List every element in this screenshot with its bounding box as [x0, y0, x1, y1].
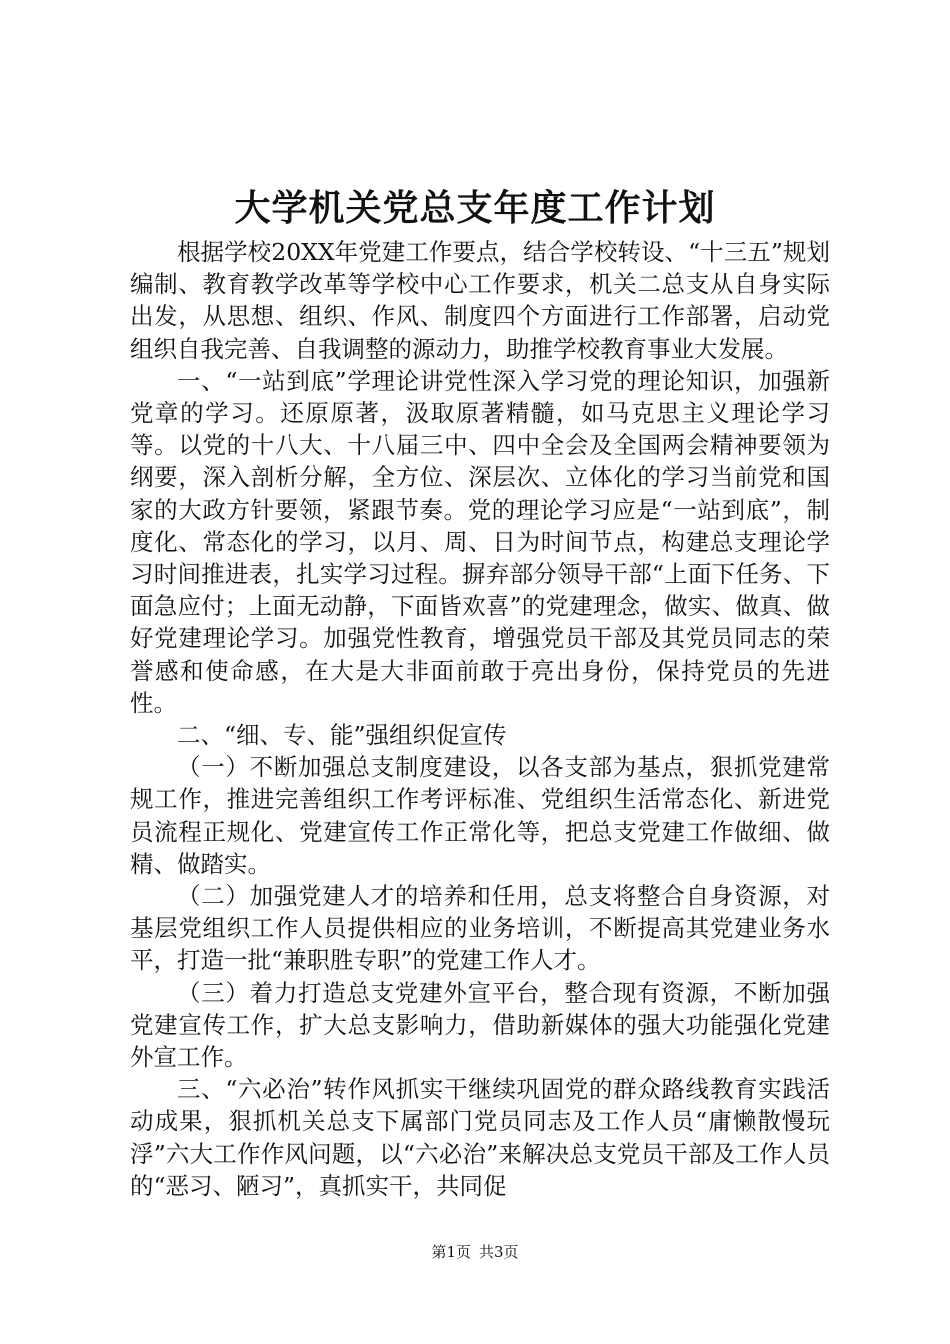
paragraph-section-3: 三、“六必治”转作风抓实干继续巩固党的群众路线教育实践活动成果，狠抓机关总支下属部门党员同志及工作人员“庸懒散慢玩浮”六大工作作风问题，以“六必治”来解决总支党员干部及工作人员的“恶习、陋习”，真抓实干，共同促 — [130, 1075, 830, 1200]
paragraph-section-1: 一、“一站到底”学理论讲党性深入学习党的理论知识，加强新党章的学习。还原原著，汲取原著精髓，如马克思主义理论学习等。以党的十八大、十八届三中、四中全会及全国两会精神要领为纲要，深入剖析分解，全方位、深层次、立体化的学习当前党和国家的大政方针要领，紧跟节奏。党的理论学习应是“一站到底”，制度化、常态化的学习，以月、周、日为时间节点，构建总支理论学习时间推进表，扎实学习过程。摒弃部分领导干部“上面下任务、下面急应付；上面无动静，下面皆欢喜”的党建理念，做实、做真、做好党建理论学习。加强党性教育，增强党员干部及其党员同志的荣誉感和使命感，在大是大非面前敢于亮出身份，保持党员的先进性。 — [130, 366, 830, 717]
paragraph-section-2-item-1: （一）不断加强总支制度建设，以各支部为基点，狠抓党建常规工作，推进完善组织工作考评标准、党组织生活常态化、新进党员流程正规化、党建宣传工作正常化等，把总支党建工作做细、做精、做踏实。 — [130, 753, 830, 878]
paragraph-section-2-item-2: （二）加强党建人才的培养和任用，总支将整合自身资源，对基层党组织工作人员提供相应的业务培训，不断提高其党建业务水平，打造一批“兼职胜专职”的党建工作人才。 — [130, 882, 830, 975]
page-total: 共3页 — [479, 1243, 519, 1261]
page-footer — [0, 1242, 950, 1262]
paragraph-section-2-heading: 二、“细、专、能”强组织促宣传 — [177, 721, 507, 750]
paragraph-intro: 根据学校20XX年党建工作要点，结合学校转设、“十三五”规划编制、教育教学改革等学校中心工作要求，机关二总支从自身实际出发，从思想、组织、作风、制度四个方面进行工作部署，启动党组织自我完善、自我调整的源动力，助推学校教育事业大发展。 — [130, 238, 830, 363]
paragraph-section-2-item-3: （三）着力打造总支党建外宣平台，整合现有资源，不断加强党建宣传工作，扩大总支影响力，借助新媒体的强大功能强化党建外宣工作。 — [130, 978, 830, 1072]
document-body — [130, 236, 830, 1202]
page-number: 第1页 — [431, 1243, 471, 1261]
document-title: 大学机关党总支年度工作计划 — [234, 187, 716, 229]
